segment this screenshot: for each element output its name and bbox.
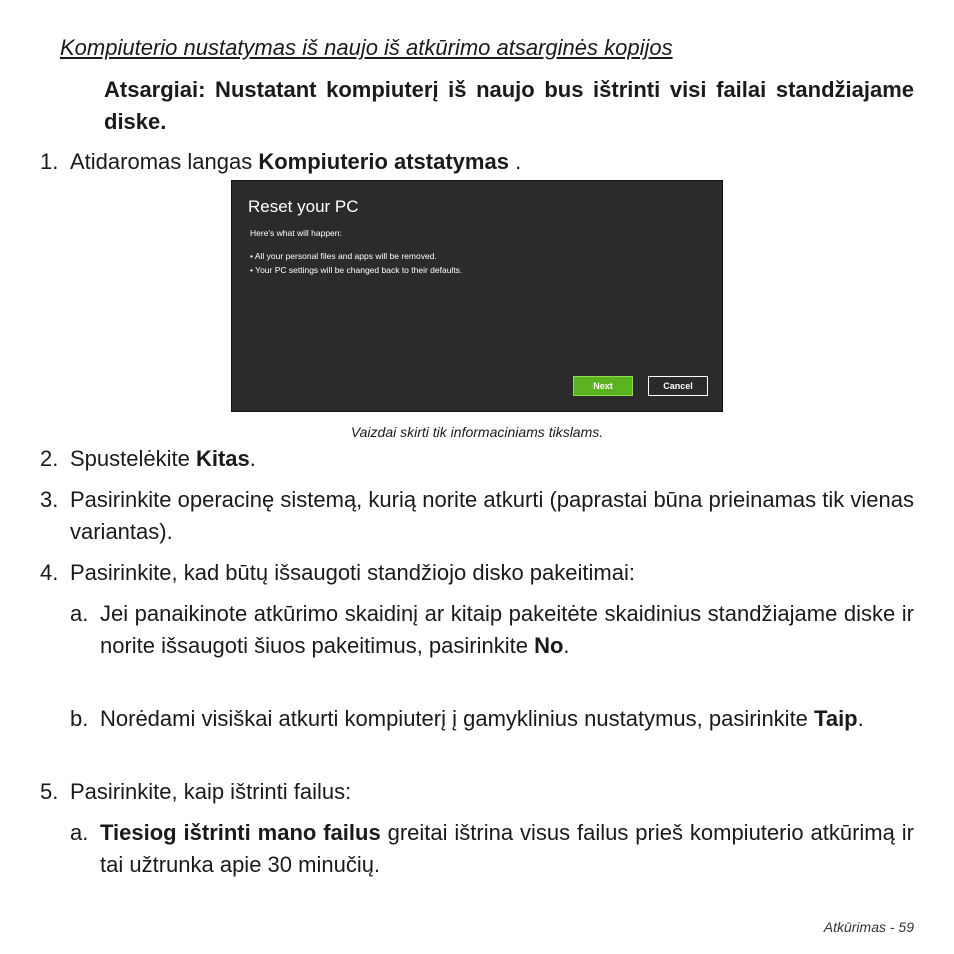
step-text: Pasirinkite operacinę sistemą, kurią norite atkurti (paprastai būna prieinamas tik vienas variantas). [70, 487, 914, 544]
step-3 [40, 484, 914, 548]
step-letter: a. [70, 820, 89, 845]
next-button[interactable]: Next [573, 376, 633, 396]
step-letter: a. [70, 601, 89, 626]
image-caption: Vaizdai skirti tik informaciniams tikslams. [350, 424, 604, 440]
step-4b [70, 703, 914, 735]
step-letter: b. [70, 706, 89, 731]
dialog-title: Reset your PC [248, 197, 359, 216]
step-5 [40, 776, 914, 808]
page-footer: Atkūrimas - 59 [823, 919, 914, 935]
step-5a [70, 817, 914, 881]
step-4 [40, 557, 914, 589]
step-number: 1. [40, 149, 59, 174]
step-2 [40, 443, 914, 475]
step-number: 2. [40, 446, 59, 471]
step-number: 5. [40, 779, 59, 804]
step-text: Pasirinkite, kaip ištrinti failus: [70, 779, 352, 804]
reset-pc-dialog-screenshot [231, 180, 723, 412]
step-1 [40, 146, 914, 178]
section-heading: Kompiuterio nustatymas iš naujo iš atkūrimo atsarginės kopijos [60, 35, 673, 60]
step-text: Jei panaikinote atkūrimo skaidinį ar kitaip pakeitėte skaidinius standžiajame diske ir norite išsaugoti šiuos pakeitimus, pasirinkite No. [100, 601, 914, 658]
dialog-bullet: • All your personal files and apps will be removed. [250, 251, 437, 261]
cancel-button[interactable]: Cancel [648, 376, 708, 396]
step-text: Tiesiog ištrinti mano failus greitai ištrina visus failus prieš kompiuterio atkūrimą ir tai užtrunka apie 30 minučių. [100, 820, 914, 877]
dialog-subtitle: Here's what will happen: [250, 228, 342, 238]
step-text: Pasirinkite, kad būtų išsaugoti standžiojo disko pakeitimai: [70, 560, 635, 585]
step-4a [70, 598, 914, 662]
step-text: Atidaromas langas Kompiuterio atstatymas . [70, 149, 522, 174]
dialog-bullet: • Your PC settings will be changed back to their defaults. [250, 265, 463, 275]
step-text: Spustelėkite Kitas. [70, 446, 256, 471]
caution-note: Atsargiai: Nustatant kompiuterį iš naujo bus ištrinti visi failai standžiajame diske. [104, 77, 914, 134]
step-number: 4. [40, 560, 59, 585]
step-number: 3. [40, 487, 59, 512]
step-text: Norėdami visiškai atkurti kompiuterį į gamyklinius nustatymus, pasirinkite Taip. [100, 706, 864, 731]
